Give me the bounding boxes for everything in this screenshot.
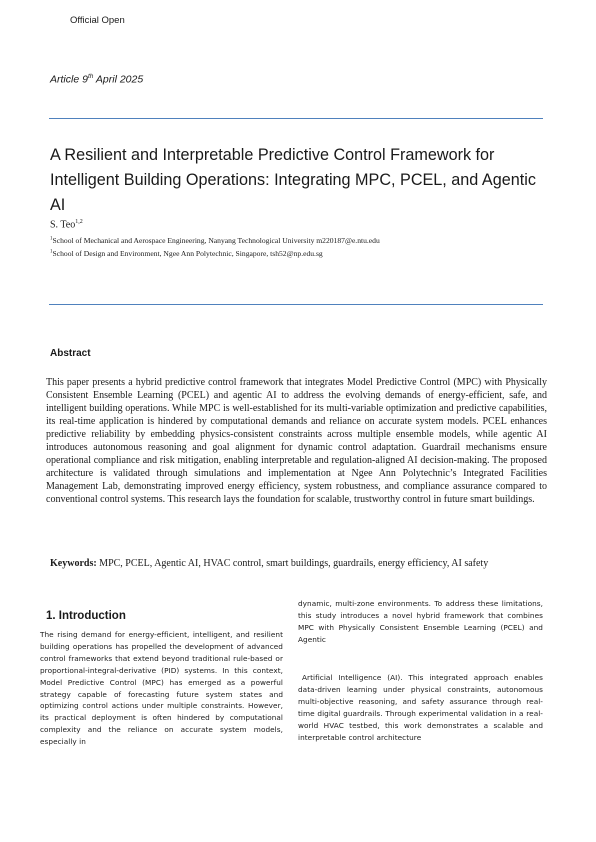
date-month-year: April 2025 xyxy=(95,73,144,86)
author-affiliation-marks: 1,2 xyxy=(75,219,83,225)
affiliation-text: School of Design and Environment, Ngee Ann Polytechnic, Singapore, tsh52@np.edu.sg xyxy=(52,249,323,258)
author-name: S. Teo xyxy=(50,219,76,231)
author-line xyxy=(50,219,83,230)
affiliation-2 xyxy=(50,249,323,258)
affiliation-text: School of Mechanical and Aerospace Engineering, Nanyang Technological University m220187@e.ntu.edu xyxy=(52,236,380,245)
introduction-left-column: The rising demand for energy-efficient, intelligent, and resilient building operations has propelled the development of advanced control frameworks that extend beyond traditional rule-based or proportional-integral-derivative (PID) systems. In this context, Model Predictive Control (MPC) has emerged as a powerful strategy capable of forecasting future system states and optimizing control actions under multiple constraints. However, its practical deployment is often hindered by computational complexity and the reliance on accurate system models, especially in xyxy=(40,630,283,747)
keywords-line xyxy=(50,557,542,571)
abstract-body: This paper presents a hybrid predictive control framework that integrates Model Predictive Control (MPC) with Physically Consistent Ensemble Learning (PCEL) and agentic AI to address the evolving demands of energy-efficient, safe, and intelligent building operations. While MPC is well-established for its multi-variable optimization and predictive capabilities, its real-time application is hindered by computational demands and reliance on accurate system models. PCEL enhances predictive reliability by embedding physics-consistent constraints across multiple ensemble models, while agentic AI introduces autonomous reasoning and goal alignment for dynamic control adaptation. Guardrail mechanisms ensure operational compliance and risk mitigation, enabling interpretable and regulation-aligned AI decision-making. The proposed architecture is validated through simulations and implementation at Ngee Ann Polytechnic’s Integrated Facilities Management Lab, demonstrating improved energy efficiency, system robustness, and compliance assurance compared to conventional control systems. This research lays the foundation for scalable, trustworthy control in future smart buildings. xyxy=(46,377,547,505)
introduction-right-column-top: dynamic, multi-zone environments. To address these limitations, this study introduces a novel hybrid framework that combines MPC with Physically Consistent Ensemble Learning (PCEL) and Agentic xyxy=(298,599,543,644)
date-day-suffix: th xyxy=(87,73,94,80)
classification-label: Official Open xyxy=(70,15,125,26)
top-divider xyxy=(49,118,543,119)
keywords-label: Keywords: xyxy=(50,558,97,569)
affiliation-mark: 1 xyxy=(50,249,53,255)
introduction-heading: 1. Introduction xyxy=(46,610,126,622)
paper-title: A Resilient and Interpretable Predictive Control Framework for Intelligent Building Operations: Integrating MPC, PCEL, and Agentic AI xyxy=(50,146,536,214)
affiliation-mark: 1 xyxy=(50,236,53,242)
article-label: Article xyxy=(50,73,80,86)
introduction-right-column-bottom: Artificial Intelligence (AI). This integrated approach enables data-driven learning under physical constraints, autonomous multi-objective reasoning, and safety assurance through real-time digital guardrails. Through experimental validation in a real-world HVAC testbed, this work demonstrates a scalable and interpretable control architecture xyxy=(298,673,543,742)
abstract-heading: Abstract xyxy=(50,348,91,359)
article-date-line xyxy=(50,73,143,86)
keywords-text: MPC, PCEL, Agentic AI, HVAC control, smart buildings, guardrails, energy efficiency, AI safety xyxy=(99,558,489,569)
date-day: 9 xyxy=(82,73,88,86)
bottom-divider xyxy=(49,304,543,305)
affiliation-1 xyxy=(50,236,380,245)
